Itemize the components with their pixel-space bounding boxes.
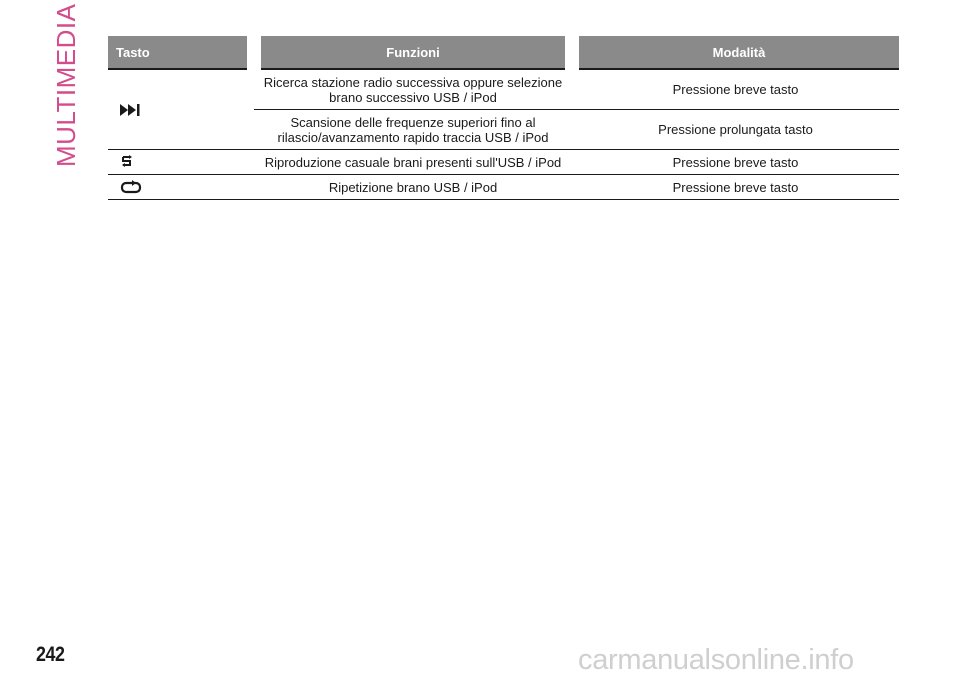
mode-cell: Pressione prolungata tasto: [572, 110, 899, 150]
next-track-icon: [120, 103, 248, 117]
header-modalita: Modalità: [572, 36, 899, 69]
table-row: [108, 175, 899, 200]
mode-cell: Pressione breve tasto: [572, 175, 899, 200]
section-label-text: MULTIMEDIA: [51, 3, 81, 167]
table-row: [108, 150, 899, 175]
tasto-cell: [108, 150, 254, 175]
function-cell: Ripetizione brano USB / iPod: [254, 175, 572, 200]
header-funzioni: Funzioni: [254, 36, 572, 69]
function-cell: Scansione delle frequenze superiori fino al rilascio/avanzamento rapido traccia USB / iPod: [254, 110, 572, 150]
tasto-cell: [108, 69, 254, 150]
mode-cell: Pressione breve tasto: [572, 150, 899, 175]
tasto-cell: [108, 175, 254, 200]
section-label: [46, 3, 86, 167]
controls-table: [108, 36, 899, 200]
function-cell: Riproduzione casuale brani presenti sull'USB / iPod: [254, 150, 572, 175]
shuffle-icon: [120, 155, 248, 169]
repeat-icon: [120, 180, 248, 194]
header-tasto: Tasto: [108, 36, 254, 69]
page-number: 242: [36, 643, 65, 666]
function-cell: Ricerca stazione radio successiva oppure selezione brano successivo USB / iPod: [254, 69, 572, 110]
watermark: carmanualsonline.info: [578, 644, 854, 676]
mode-cell: Pressione breve tasto: [572, 69, 899, 110]
table-row: [108, 69, 899, 110]
table-header-row: [108, 36, 899, 69]
